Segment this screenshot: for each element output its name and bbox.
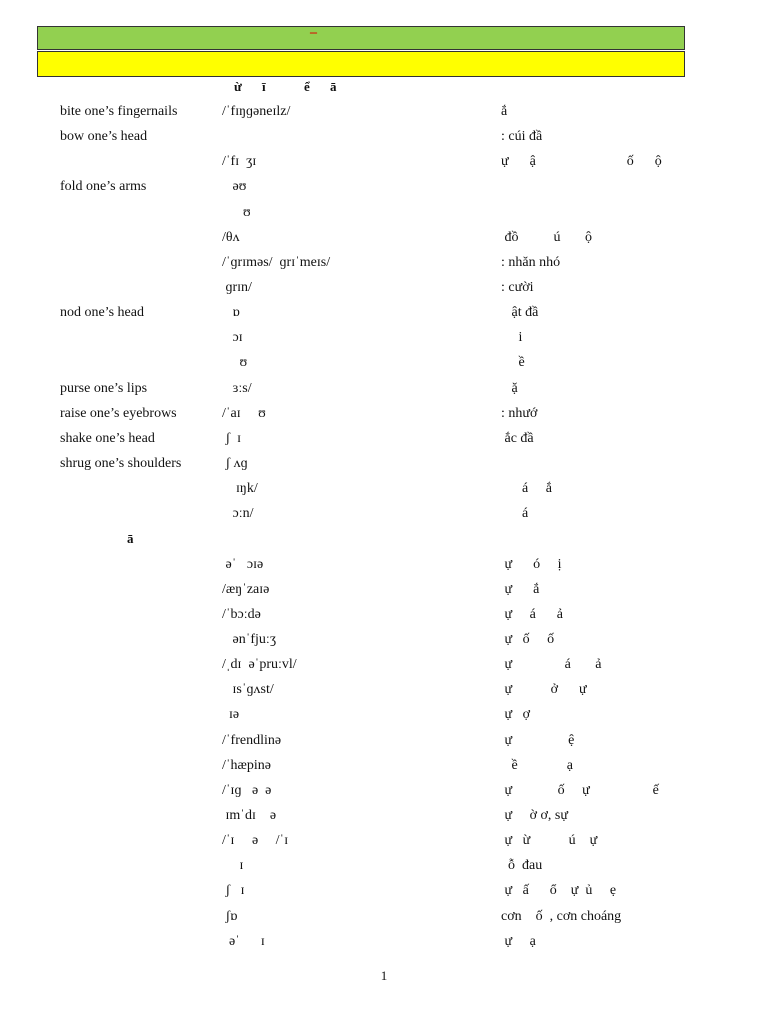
table-row [0, 552, 768, 577]
table-row [0, 200, 768, 225]
table-row [0, 803, 768, 828]
table-row [0, 124, 768, 149]
table-row [0, 426, 768, 451]
meaning-cell: ự á ả [501, 606, 564, 622]
column-head-2: ī [262, 79, 266, 94]
meaning-cell: ự ố ự ế [501, 782, 659, 798]
ipa-cell: ɜːs/ [222, 380, 252, 396]
meaning-cell: : cười [501, 279, 534, 295]
meaning-cell: á [501, 506, 529, 522]
table-row [0, 99, 768, 124]
column-head-1: ừ [234, 79, 242, 94]
table-row [0, 250, 768, 275]
ipa-cell: /ˈɡrɪməs/ ɡrɪˈmeɪs/ [222, 254, 331, 270]
table-row [0, 652, 768, 677]
phrase-cell: purse one’s lips [60, 380, 148, 396]
phrase-cell: nod one’s head [60, 305, 144, 321]
ipa-cell: ʊ [222, 204, 251, 220]
meaning-cell: : cúi đầ [501, 129, 543, 145]
table-row [0, 853, 768, 878]
vocabulary-table [0, 99, 768, 954]
header-title-bar [37, 26, 685, 50]
meaning-cell: ự ó ị [501, 556, 562, 572]
meaning-cell: ự ờ ơ, sự [501, 807, 568, 823]
ipa-cell: ʊ [222, 355, 248, 371]
ipa-cell: /ˈfɪ ʒɪ [222, 154, 257, 170]
ipa-cell: /ˈɪ ə /ˈɪ [222, 833, 289, 849]
meaning-cell: ự ợ [501, 707, 530, 723]
meaning-cell: ỗ đau [501, 858, 543, 874]
meaning-cell: ự ố ố [501, 631, 555, 647]
phrase-cell: shake one’s head [60, 430, 155, 446]
table-row [0, 476, 768, 501]
table-row [0, 753, 768, 778]
ipa-cell: /ˈaɪ ʊ [222, 405, 266, 421]
ipa-cell: ɔɪ [222, 330, 243, 346]
ipa-cell: /æŋˈzaɪə [222, 581, 270, 597]
table-row [0, 300, 768, 325]
ipa-cell: ʃ ɪ [222, 430, 242, 446]
table-row [0, 929, 768, 954]
table-row [0, 702, 768, 727]
ipa-cell: ɪ [222, 858, 244, 874]
table-row [0, 627, 768, 652]
phrase-cell: bite one’s fingernails [60, 104, 178, 119]
table-row [0, 778, 768, 803]
table-row [0, 376, 768, 401]
ipa-cell: /ˈfɪŋɡəneɪlz/ [222, 104, 291, 119]
ipa-cell: ɔːn/ [222, 506, 254, 522]
ipa-cell: ɡrɪn/ [222, 279, 252, 295]
ipa-cell: əˈ ɪ [222, 933, 265, 949]
table-row [0, 501, 768, 526]
ipa-cell: ɪə [222, 707, 240, 723]
meaning-cell: : nhướ [501, 405, 538, 421]
phrase-cell: raise one’s eyebrows [60, 405, 177, 421]
table-row [0, 149, 768, 174]
meaning-cell: ề ạ [501, 757, 573, 773]
meaning-cell: ự ở ự [501, 682, 587, 698]
table-row [0, 904, 768, 929]
meaning-cell: ự á ả [501, 657, 602, 673]
ipa-cell: ənˈfjuːʒ [222, 631, 277, 647]
table-row [0, 225, 768, 250]
ipa-cell: ʃɒ [222, 908, 238, 924]
meaning-cell: ề [501, 355, 525, 371]
ipa-cell: əʊ [222, 179, 247, 195]
table-row [0, 401, 768, 426]
phrase-cell: bow one’s head [60, 129, 148, 145]
table-row [0, 350, 768, 375]
header-title-mark: – [310, 25, 317, 40]
meaning-cell: ặ [501, 380, 518, 396]
table-row [0, 451, 768, 476]
column-head-4: ā [330, 79, 337, 94]
ipa-cell: ʃ ʌɡ [222, 455, 248, 471]
meaning-cell: ắc đầ [501, 430, 534, 446]
meaning-cell: ự ừ ú ự [501, 833, 598, 849]
section-heading-row [0, 526, 768, 551]
meaning-cell: ật đầ [501, 305, 539, 321]
table-row [0, 677, 768, 702]
meaning-cell: ắ [501, 104, 508, 119]
ipa-cell: /θʌ [222, 229, 240, 245]
ipa-cell: əˈ ɔɪə [222, 556, 264, 572]
meaning-cell: i [501, 330, 523, 346]
table-row [0, 174, 768, 199]
ipa-cell: ɪsˈɡʌst/ [222, 682, 274, 698]
ipa-cell: /ˈfrendlinə [222, 732, 282, 748]
meaning-cell: cơn ố , cơn choáng [501, 908, 622, 924]
page-number: 1 [380, 968, 388, 983]
table-row [0, 325, 768, 350]
section-heading: ā [127, 531, 134, 547]
ipa-cell: ɪŋk/ [222, 481, 258, 497]
meaning-cell: ự ệ [501, 732, 575, 748]
meaning-cell: : nhăn nhó [501, 254, 561, 270]
ipa-cell: /ˌdɪ əˈpruːvl/ [222, 657, 297, 673]
ipa-cell: ɒ [222, 305, 240, 321]
table-row [0, 728, 768, 753]
meaning-cell: ự ắ [501, 581, 540, 597]
table-row [0, 828, 768, 853]
table-row [0, 878, 768, 903]
phrase-cell: fold one’s arms [60, 179, 147, 195]
meaning-cell: ự ấ ổ ự ủ ẹ [501, 883, 617, 899]
meaning-cell: á ắ [501, 481, 552, 497]
ipa-cell: /ˈhæpinə [222, 757, 271, 773]
table-row [0, 275, 768, 300]
meaning-cell: đồ ú ộ [501, 229, 592, 245]
header-subtitle-bar [37, 51, 685, 77]
ipa-cell: ʃ ɪ [222, 883, 245, 899]
phrase-cell: shrug one’s shoulders [60, 455, 182, 471]
ipa-cell: /ˈbɔːdə [222, 606, 261, 622]
table-row [0, 577, 768, 602]
column-head-3: ể [304, 79, 310, 94]
table-row [0, 602, 768, 627]
meaning-cell: ự ậ ố ộ [501, 154, 662, 170]
ipa-cell: ɪmˈdɪ ə [222, 807, 277, 823]
meaning-cell: ự ạ [501, 933, 536, 949]
ipa-cell: /ˈɪɡ ə ə [222, 782, 272, 798]
